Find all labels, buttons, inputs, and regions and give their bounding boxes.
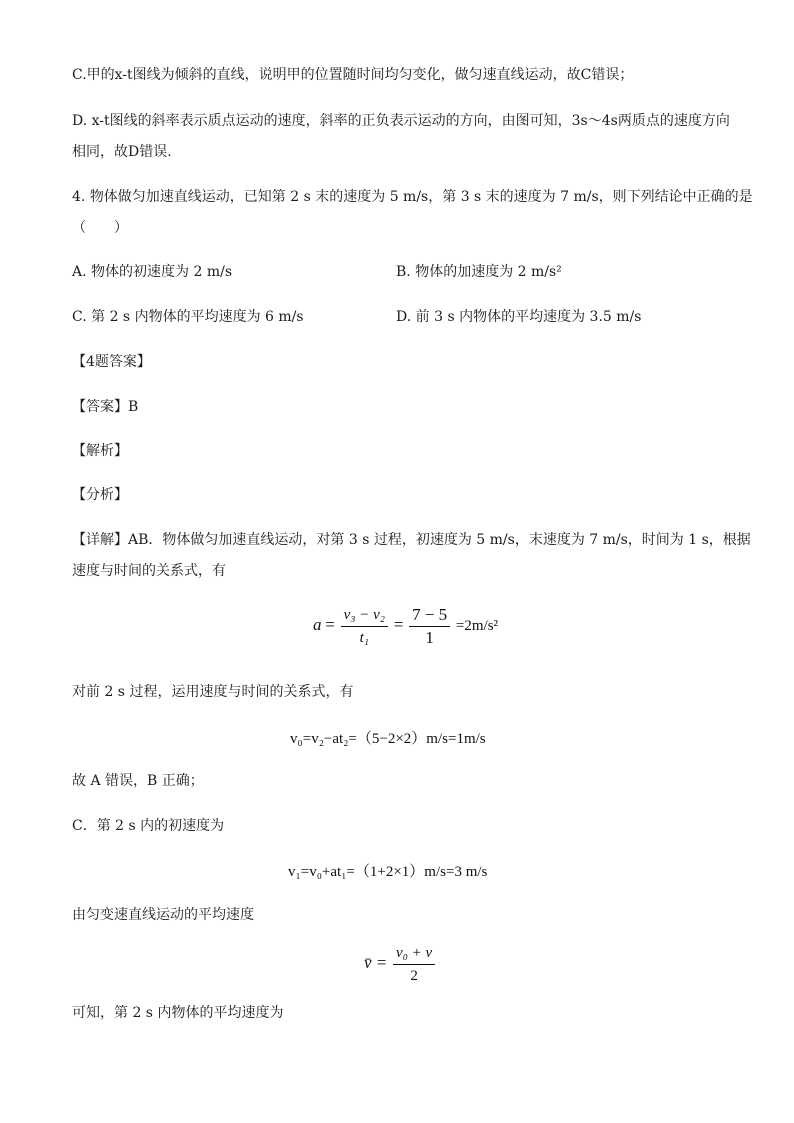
- question-stem-line1: [72, 187, 753, 207]
- eq1-fraction-symbolic: [341, 606, 388, 647]
- eq1-equals-2: =: [393, 614, 404, 634]
- eq1-equals: =: [325, 614, 335, 634]
- answer-header: 【4题答案】: [72, 354, 151, 370]
- detail-line2: 速度与时间的关系式，有: [72, 563, 226, 579]
- option-a-label: A.: [72, 264, 87, 280]
- answer-line: 【答案】B: [72, 399, 139, 415]
- eq1-lhs: a: [313, 614, 322, 634]
- eq4-num: v₀ + v: [393, 944, 435, 965]
- eq1-den2: 1: [425, 628, 434, 647]
- eq1-num1: v₃ − v₂: [341, 606, 388, 627]
- eq4-fraction: [393, 944, 435, 985]
- eq4-den: 2: [410, 968, 418, 984]
- eq1-num2: 7 − 5: [409, 606, 450, 627]
- first-2s-text: 对前 2 s 过程，运用速度与时间的关系式，有: [72, 684, 354, 700]
- equation-average-velocity: [364, 944, 437, 985]
- question-number: 4.: [72, 189, 86, 205]
- fenxi-header: 【分析】: [72, 487, 128, 503]
- question-stem-line2: （ ）: [72, 220, 128, 236]
- equation-acceleration: [313, 606, 498, 647]
- prev-option-d-analysis-line2: 相同，故D错误.: [72, 144, 172, 160]
- option-d-label: D.: [396, 309, 412, 325]
- c-intro: C．第 2 s 内的初速度为: [72, 818, 225, 834]
- eq1-fraction-numeric: [409, 606, 450, 647]
- option-c-text: 第 2 s 内物体的平均速度为 6 m/s: [91, 309, 304, 325]
- eq1-rhs: =2m/s²: [455, 617, 499, 634]
- last-text: 可知，第 2 s 内物体的平均速度为: [72, 1005, 284, 1021]
- question-stem-text: 物体做匀加速直线运动，已知第 2 s 末的速度为 5 m/s，第 3 s 末的速度为 7 m/s，则下列结论中正确的是: [89, 189, 753, 205]
- option-a-text: 物体的初速度为 2 m/s: [91, 264, 232, 280]
- equation-initial-velocity: v₀=v₂−at₂=（5−2×2）m/s=1m/s: [290, 731, 486, 747]
- analysis-header: 【解析】: [72, 443, 128, 459]
- option-b-label: B.: [396, 264, 411, 280]
- option-a: [72, 262, 232, 282]
- option-b: [396, 262, 562, 282]
- prev-option-c-analysis: C.甲的x-t图线为倾斜的直线，说明甲的位置随时间均匀变化，做匀速直线运动，故C错误；: [72, 67, 634, 83]
- option-b-text: 物体的加速度为 2 m/s²: [415, 264, 562, 280]
- prev-option-d-analysis-line1: D. x-t图线的斜率表示质点运动的速度，斜率的正负表示运动的方向，由图可知，3s～4s两质点的速度方向: [72, 113, 730, 129]
- option-c-label: C.: [72, 309, 87, 325]
- option-d-text: 前 3 s 内物体的平均速度为 3.5 m/s: [415, 309, 642, 325]
- equation-v1: v₁=v₀+at₁=（1+2×1）m/s=3 m/s: [288, 864, 488, 880]
- option-c: [72, 307, 304, 327]
- conclusion-ab: 故 A 错误，B 正确；: [72, 773, 204, 789]
- option-d: [396, 307, 641, 327]
- detail-line1: 【详解】AB．物体做匀加速直线运动，对第 3 s 过程，初速度为 5 m/s，末速度为 7 m/s，时间为 1 s，根据: [72, 532, 751, 548]
- eq1-den1: t₁: [359, 630, 369, 646]
- eq4-lhs: v̄ =: [364, 952, 388, 972]
- avg-velocity-text: 由匀变速直线运动的平均速度: [72, 907, 254, 923]
